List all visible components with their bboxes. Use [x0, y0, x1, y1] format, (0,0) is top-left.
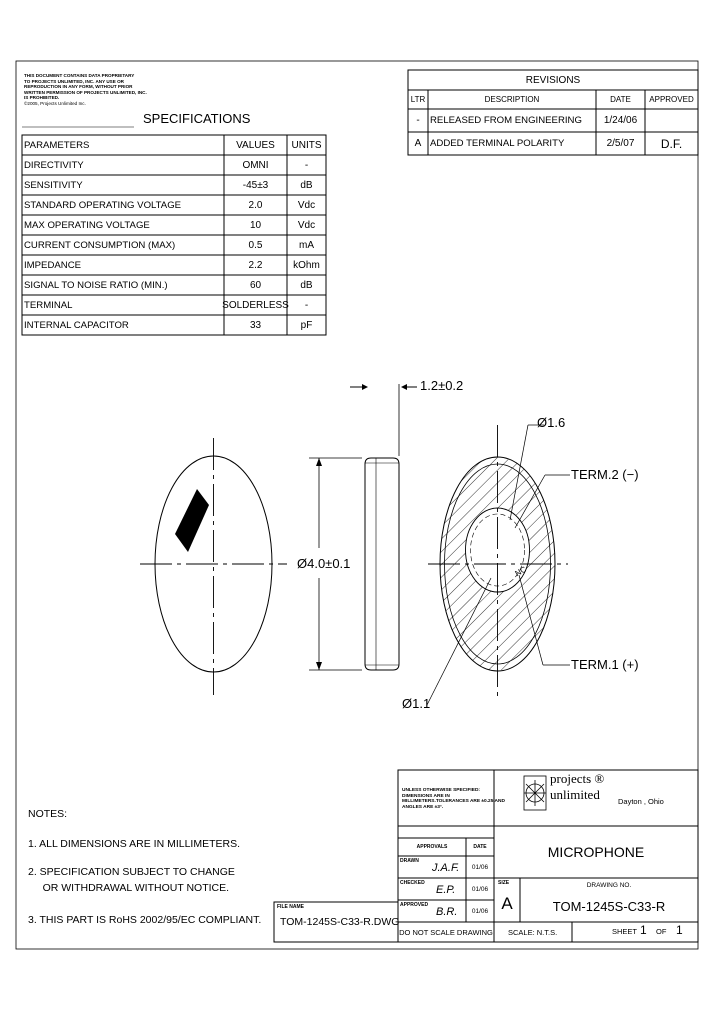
specifications-title: SPECIFICATIONS: [143, 111, 251, 126]
term1-label: TERM.1 (+): [571, 657, 639, 672]
spec-value: SOLDERLESS: [222, 299, 289, 311]
file-name-label: FILE NAME: [277, 904, 304, 910]
tolerance-line: MILLIMETERS.TOLERANCES ARE ±0.25 AND: [402, 799, 505, 805]
spec-value: 33: [249, 319, 262, 331]
side-view: [309, 384, 417, 670]
spec-value: 60: [249, 279, 262, 291]
notice-line: WRITTEN PERMISSION OF PROJECTS UNLIMITED, INC.: [24, 89, 147, 95]
rev-description: ADDED TERMINAL POLARITY: [430, 138, 565, 149]
spec-unit: -: [304, 299, 309, 311]
note-item: 3. THIS PART IS RoHS 2002/95/EC COMPLIANT.: [28, 914, 262, 926]
drawing-number: TOM-1245S-C33-R: [552, 898, 666, 914]
hole-outer-dimension: Ø1.6: [537, 415, 566, 430]
checked-by: E.P.: [436, 884, 456, 896]
spec-header-units: UNITS: [291, 139, 322, 151]
company-location: Dayton , Ohio: [618, 797, 664, 806]
checked-label: CHECKED: [400, 880, 425, 886]
drawn-by: J.A.F.: [432, 862, 460, 874]
hole-inner-dimension: Ø1.1: [402, 696, 431, 711]
note-item: OR WITHDRAWAL WITHOUT NOTICE.: [28, 882, 230, 894]
rev-approved: [645, 109, 698, 132]
rev-ltr: A: [414, 138, 422, 149]
spec-param: DIRECTIVITY: [24, 159, 84, 171]
notice-line: ©2005, Projects Unlimited Inc.: [24, 100, 86, 106]
thickness-dimension: 1.2±0.2: [420, 378, 464, 393]
approved-by: B.R.: [436, 906, 458, 918]
proprietary-notice: [24, 73, 147, 107]
spec-unit: dB: [300, 179, 313, 191]
revisions-title: REVISIONS: [525, 74, 581, 86]
notice-line: REPRODUCTION IN ANY FORM, WITHOUT PRIOR: [24, 84, 133, 90]
rev-date: 2/5/07: [606, 138, 635, 149]
rev-header-approved: APPROVED: [649, 95, 694, 104]
rev-header-date: DATE: [610, 95, 631, 104]
spec-value: 2.2: [248, 259, 263, 271]
spec-param: STANDARD OPERATING VOLTAGE: [24, 199, 182, 211]
diameter-dimension: Ø4.0±0.1: [297, 556, 351, 571]
checked-date: 01/06: [471, 885, 489, 893]
spec-value: OMNI: [242, 159, 269, 171]
note-item: 1. ALL DIMENSIONS ARE IN MILLIMETERS.: [28, 838, 241, 850]
polarity-marker: [175, 489, 209, 552]
spec-value: 10: [249, 219, 262, 231]
drawing-no-label: DRAWING NO.: [586, 881, 632, 889]
spec-param: INTERNAL CAPACITOR: [24, 319, 129, 331]
company-name-line2: unlimited: [550, 787, 600, 802]
approved-label: APPROVED: [400, 902, 429, 908]
spec-param: CURRENT CONSUMPTION (MAX): [24, 239, 176, 251]
spec-value: 0.5: [248, 239, 263, 251]
nc-label: NC: [513, 564, 529, 579]
spec-param: IMPEDANCE: [24, 259, 82, 271]
spec-unit: pF: [300, 319, 313, 331]
term2-label: TERM.2 (−): [571, 467, 639, 482]
rev-header-ltr: LTR: [410, 95, 426, 104]
spec-param: MAX OPERATING VOLTAGE: [24, 219, 150, 231]
approvals-label: APPROVALS: [416, 844, 448, 850]
back-view: [427, 425, 570, 705]
spec-value: 2.0: [248, 199, 263, 211]
drawn-date: 01/06: [471, 863, 489, 871]
company-logo: [524, 776, 546, 810]
rev-approved: D.F.: [660, 136, 683, 151]
sheet-number: 1: [640, 923, 647, 937]
front-view: [140, 438, 287, 695]
size-label: SIZE: [498, 880, 510, 886]
spec-unit: mA: [299, 239, 314, 251]
tolerance-line: DIMENSIONS ARE IN: [402, 793, 450, 799]
do-not-scale-note: DO NOT SCALE DRAWING: [399, 927, 493, 937]
spec-header-values: VALUES: [236, 139, 275, 151]
sheet-label: SHEET: [612, 927, 638, 936]
spec-unit: -: [304, 159, 309, 171]
spec-param: SIGNAL TO NOISE RATIO (MIN.): [24, 279, 168, 291]
date-label: DATE: [473, 844, 487, 850]
spec-unit: dB: [300, 279, 313, 291]
notes-title: NOTES:: [28, 808, 68, 820]
spec-header-parameters: PARAMETERS: [24, 139, 90, 151]
spec-value: -45±3: [242, 179, 269, 191]
sheet-total: 1: [676, 923, 683, 937]
drawn-label: DRAWN: [400, 858, 419, 864]
spec-unit: kOhm: [293, 259, 320, 271]
notice-line: IS PROHIBITED.: [24, 95, 60, 101]
rev-date: 1/24/06: [603, 115, 638, 126]
part-title: MICROPHONE: [547, 844, 645, 860]
spec-unit: Vdc: [297, 199, 316, 211]
tolerance-line: ANGLES ARE ±3°.: [402, 804, 444, 810]
scale-note: SCALE: N.T.S.: [508, 927, 558, 937]
size-value: A: [501, 894, 513, 913]
spec-param: TERMINAL: [24, 299, 73, 311]
rev-description: RELEASED FROM ENGINEERING: [430, 115, 582, 126]
note-item: 2. SPECIFICATION SUBJECT TO CHANGE: [28, 866, 235, 878]
company-name-line1: projects ®: [550, 771, 605, 786]
spec-unit: Vdc: [297, 219, 316, 231]
rev-header-description: DESCRIPTION: [484, 95, 540, 104]
file-name: TOM-1245S-C33-R.DWG: [280, 916, 400, 928]
tolerance-note: [402, 788, 505, 810]
rev-ltr: -: [416, 115, 420, 126]
approved-date: 01/06: [471, 907, 489, 915]
tolerance-line: UNLESS OTHERWISE SPECIFIED:: [402, 788, 481, 793]
spec-param: SENSITIVITY: [24, 179, 83, 191]
sheet-of: OF: [656, 927, 667, 936]
notice-line: THIS DOCUMENT CONTAINS DATA PROPRIETARY: [24, 73, 135, 78]
notice-line: TO PROJECTS UNLIMITED, INC. ANY USE OR: [24, 78, 124, 84]
